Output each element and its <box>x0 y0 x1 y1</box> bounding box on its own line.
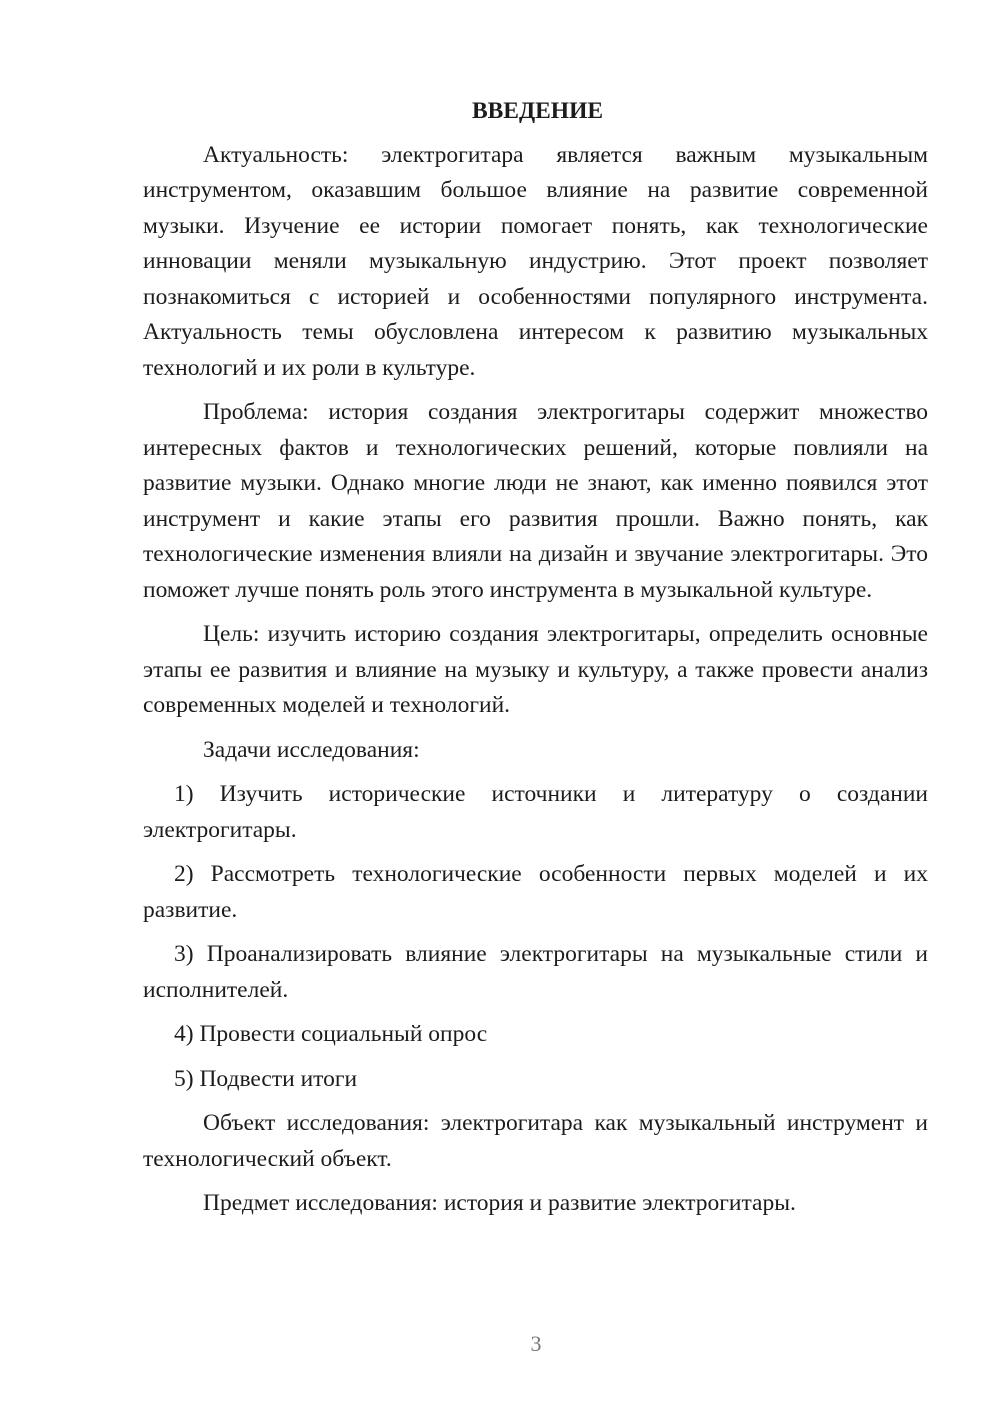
document-page <box>143 94 928 1231</box>
problem-paragraph: Проблема: история создания электрогитары содержит множество интересных фактов и технологических решений, которые повлияли на развитие музыки. Однако многие люди не знают, как именно появился этот инструмент и какие этапы его развития прошли. Важно понять, как технологические изменения влияли на дизайн и звучание электрогитары. Это поможет лучше понять роль этого инструмента в музыкальной культуре. <box>143 399 928 603</box>
page-number: 3 <box>530 1331 542 1356</box>
goal-paragraph: Цель: изучить историю создания электрогитары, определить основные этапы ее развития и влияние на музыку и культуру, а также провести анализ современных моделей и технологий. <box>143 621 928 718</box>
page-heading: ВВЕДЕНИЕ <box>471 98 604 124</box>
tasks-title: Задачи исследования: <box>203 736 420 763</box>
task-item-5: 5) Подвести итоги <box>174 1065 358 1092</box>
object-paragraph: Объект исследования: электрогитара как музыкальный инструмент и технологический объект. <box>143 1110 928 1172</box>
task-item-2: 2) Рассмотреть технологические особенности первых моделей и их развитие. <box>143 861 928 923</box>
task-item-1: 1) Изучить исторические источники и литературу о создании электрогитары. <box>143 781 928 843</box>
relevance-paragraph: Актуальность: электрогитара является важным музыкальным инструментом, оказавшим большое влияние на развитие современной музыки. Изучение ее истории помогает понять, как технологические инновации меняли музыкальную индустрию. Этот проект позволяет познакомиться с историей и особенностями популярного инструмента. Актуальность темы обусловлена интересом к развитию музыкальных технологий и их роли в культуре. <box>143 141 928 381</box>
task-item-4: 4) Провести социальный опрос <box>174 1021 488 1047</box>
subject-paragraph: Предмет исследования: история и развитие электрогитары. <box>203 1190 796 1216</box>
task-item-3: 3) Проанализировать влияние электрогитары на музыкальные стили и исполнителей. <box>143 941 928 1003</box>
